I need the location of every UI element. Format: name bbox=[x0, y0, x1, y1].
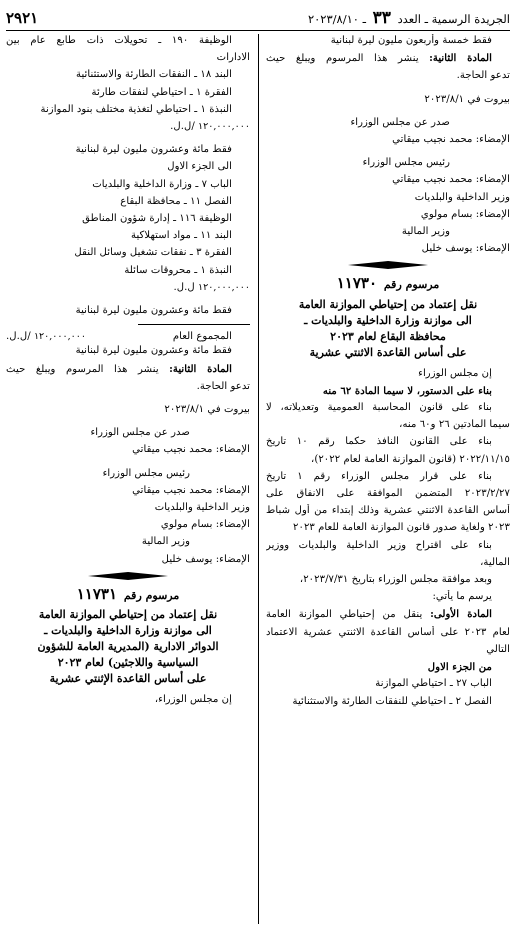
signature: الإمضاء: بسام مولوي bbox=[420, 208, 510, 220]
signature: الإمضاء: محمد نجيب ميقاتي bbox=[132, 484, 250, 496]
article-lead: المادة الأولى: bbox=[430, 608, 492, 621]
amount-value: ١٢٠,٠٠٠,٠٠٠ bbox=[33, 331, 86, 343]
decree-number bbox=[6, 584, 250, 603]
total-label: المجموع العام bbox=[172, 331, 232, 343]
decree-title-line: الدوائر الادارية (المديرية العامة للشؤون bbox=[37, 640, 219, 654]
budget-item: البند ١٨ ـ النفقات الطارئة والاستثنائية bbox=[76, 69, 232, 81]
article-lead: المادة الثانية: bbox=[429, 52, 492, 65]
article-one bbox=[266, 607, 510, 622]
budget-paragraph: الفقرة ٣ ـ نفقات تشغيل وسائل النقل bbox=[74, 247, 232, 259]
decree-label: مرسوم رقم bbox=[123, 588, 180, 602]
decrees-line: يرسم ما يأتي: bbox=[432, 591, 492, 603]
issue-place-date: بيروت في ٢٠٢٣/٨/١ bbox=[164, 404, 250, 416]
budget-chapter: الباب ٢٧ ـ احتياطي الموازنة bbox=[375, 678, 492, 690]
amount-value: ١٢٠,٠٠٠,٠٠٠ bbox=[198, 281, 250, 293]
article-lead: المادة الثانية: bbox=[169, 362, 232, 375]
preamble-line: سيما المادتين ٢٦ و٦٠ منه، bbox=[399, 419, 510, 431]
decree-title bbox=[266, 297, 510, 361]
currency: ل.ل. bbox=[170, 121, 192, 133]
signature: الإمضاء: محمد نجيب ميقاتي bbox=[392, 174, 510, 186]
article-text: ينشر هذا المرسوم ويبلغ حيث bbox=[6, 363, 159, 375]
decree-title-line: الى موازنة وزارة الداخلية والبلديات ـ bbox=[304, 313, 472, 327]
decree-title-line: نقل إعتماد من إحتياطي الموازنة العامة bbox=[298, 297, 478, 311]
preamble-line: ٢٠٢٢/١١/١٥ (قانون الموازنة العامة لعام ٢٠٢٢)، bbox=[311, 453, 510, 465]
issue-date: ـ ٢٠٢٣/٨/١٠ bbox=[307, 12, 366, 26]
currency: ل.ل. bbox=[173, 281, 195, 293]
article-text: ينشر هذا المرسوم ويبلغ حيث bbox=[266, 53, 419, 65]
column-divider bbox=[258, 34, 259, 924]
preamble-line: وبعد موافقة مجلس الوزراء بتاريخ ٢٠٢٣/٧/٣١، bbox=[299, 574, 492, 586]
preamble-line: ٢٠٢٣/٢/٢٧ المتضمن الموافقة على الانفاق على bbox=[266, 488, 510, 500]
decree-num: ١١٧٣٠ bbox=[336, 274, 378, 293]
budget-function: الوظيفة ١١٦ ـ إدارة شؤون المناطق bbox=[82, 213, 232, 225]
issued-by: صدر عن مجلس الوزراء bbox=[350, 116, 450, 128]
preamble-line: بناء على القانون النافذ حكما رقم ١٠ تاريخ bbox=[266, 436, 492, 448]
budget-function-cont: الادارات bbox=[216, 52, 250, 64]
total-amount: ١٢٠,٠٠٠,٠٠٠ /ل.ل. bbox=[6, 331, 86, 343]
preamble-line: بناء على قانون المحاسبة العمومية وتعديلاته، لا bbox=[266, 402, 492, 414]
article-text: ينقل من إحتياطي الموازنة العامة bbox=[266, 609, 423, 621]
budget-paragraph: الفقرة ١ ـ احتياطي لنفقات طارئة bbox=[91, 86, 232, 98]
decree-title-line: على أساس القاعدة الإثنتي عشرية bbox=[49, 672, 207, 686]
amount-words: فقط خمسة وأربعون مليون ليرة لبنانية bbox=[330, 35, 492, 46]
decree-label: مرسوم رقم bbox=[383, 278, 440, 292]
preamble-line: أساس القاعدة الاثنتي عشرية وذلك إبتداء من أول شباط bbox=[266, 505, 510, 517]
article-one-cont: لعام ٢٠٢٣ على أساس القاعدة الاثنتي عشرية الاعتماد bbox=[266, 626, 510, 638]
signatory-title: رئيس مجلس الوزراء bbox=[102, 467, 190, 479]
preamble-line: المالية، bbox=[480, 556, 510, 568]
signatory-title: وزير المالية bbox=[141, 536, 190, 548]
budget-section: الفصل ١١ ـ محافظة البقاع bbox=[120, 195, 232, 207]
decree-title-line: على أساس القاعدة الاثنتي عشرية bbox=[309, 345, 467, 359]
page-number: ٢٩٢١ bbox=[6, 9, 39, 27]
amount-words: فقط مائة وعشرون مليون ليرة لبنانية bbox=[75, 345, 232, 357]
amount-line: ١٢٠,٠٠٠,٠٠٠ /ل.ل. bbox=[170, 121, 250, 133]
amount-value: ١٢٠,٠٠٠,٠٠٠ bbox=[198, 121, 250, 133]
left-column bbox=[6, 34, 250, 934]
part-heading: الى الجزء الاول bbox=[167, 161, 232, 173]
decree-title bbox=[6, 607, 250, 687]
signature: الإمضاء: محمد نجيب ميقاتي bbox=[392, 134, 510, 146]
article-two-end: تدعو الحاجة. bbox=[196, 380, 250, 392]
decree-title-line: محافظة البقاع لعام ٢٠٢٣ bbox=[330, 329, 446, 343]
total-line bbox=[6, 330, 250, 344]
signature: الإمضاء: محمد نجيب ميقاتي bbox=[132, 444, 250, 456]
amount-line bbox=[6, 281, 250, 295]
signature: الإمضاء: يوسف خليل bbox=[161, 553, 250, 565]
total-rule bbox=[138, 324, 250, 325]
currency: ل.ل. bbox=[6, 331, 28, 343]
decree-title-line: الى موازنة وزارة الداخلية والبلديات ـ bbox=[44, 624, 212, 638]
signatory-title: وزير المالية bbox=[401, 226, 450, 238]
amount-words: فقط مائة وعشرون مليون ليرة لبنانية bbox=[75, 144, 232, 156]
budget-subitem: النبذة ١ ـ محروقات سائلة bbox=[124, 264, 232, 276]
decree-title-line: السياسية واللاجئين) لعام ٢٠٢٣ bbox=[57, 656, 199, 670]
page-header bbox=[6, 6, 510, 31]
article-two-end: تدعو الحاجة. bbox=[456, 70, 510, 82]
signature: الإمضاء: يوسف خليل bbox=[421, 243, 510, 255]
budget-chapter: الباب ٧ ـ وزارة الداخلية والبلديات bbox=[92, 178, 232, 190]
part-heading: من الجزء الاول bbox=[427, 661, 492, 674]
decree-title-line: نقل إعتماد من إحتياطي الموازنة العامة bbox=[38, 608, 218, 622]
section-separator bbox=[266, 260, 510, 270]
signatory-title: وزير الداخلية والبلديات bbox=[154, 502, 250, 514]
article-two bbox=[6, 362, 250, 377]
signature: الإمضاء: بسام مولوي bbox=[160, 519, 250, 531]
budget-function: الوظيفة ١٩٠ ـ تحويلات ذات طابع عام بين bbox=[6, 35, 232, 46]
gazette-title bbox=[308, 8, 510, 28]
budget-item: البند ١١ ـ مواد استهلاكية bbox=[130, 230, 232, 242]
council-line: إن مجلس الوزراء bbox=[418, 367, 492, 379]
budget-subitem: النبذة ١ ـ احتياطي لتغذية مختلف بنود الموازنة bbox=[40, 103, 232, 115]
preamble-line: بناء على قرار مجلس الوزراء رقم ١ تاريخ bbox=[266, 470, 492, 482]
issue-place-date: بيروت في ٢٠٢٣/٨/١ bbox=[424, 93, 510, 105]
issued-by: صدر عن مجلس الوزراء bbox=[90, 427, 190, 439]
signatory-title: رئيس مجلس الوزراء bbox=[362, 157, 450, 169]
decree-num: ١١٧٣١ bbox=[76, 584, 118, 603]
gazette-name: الجريدة الرسمية ـ العدد bbox=[397, 12, 510, 26]
budget-section: الفصل ٢ ـ احتياطي للنفقات الطارئة والاستثنائية bbox=[292, 695, 492, 707]
decree-number bbox=[266, 276, 510, 292]
preamble-line: ٢٠٢٣ ولغاية صدور قانون الموازنة العامة للعام ٢٠٢٣ bbox=[293, 522, 510, 534]
right-column bbox=[266, 34, 510, 934]
section-separator bbox=[6, 571, 250, 581]
constitution-line: بناء على الدستور، لا سيما المادة ٦٢ منه bbox=[322, 384, 492, 397]
preamble-line: بناء على اقتراح وزير الداخلية والبلديات ووزير bbox=[266, 539, 492, 551]
signatory-title: وزير الداخلية والبلديات bbox=[414, 191, 510, 203]
amount-words: فقط مائة وعشرون مليون ليرة لبنانية bbox=[75, 305, 232, 317]
issue-number: ٣٣ bbox=[372, 8, 391, 28]
article-two bbox=[266, 51, 510, 66]
council-line: إن مجلس الوزراء، bbox=[154, 694, 232, 706]
article-one-cont: التالي bbox=[486, 643, 510, 655]
